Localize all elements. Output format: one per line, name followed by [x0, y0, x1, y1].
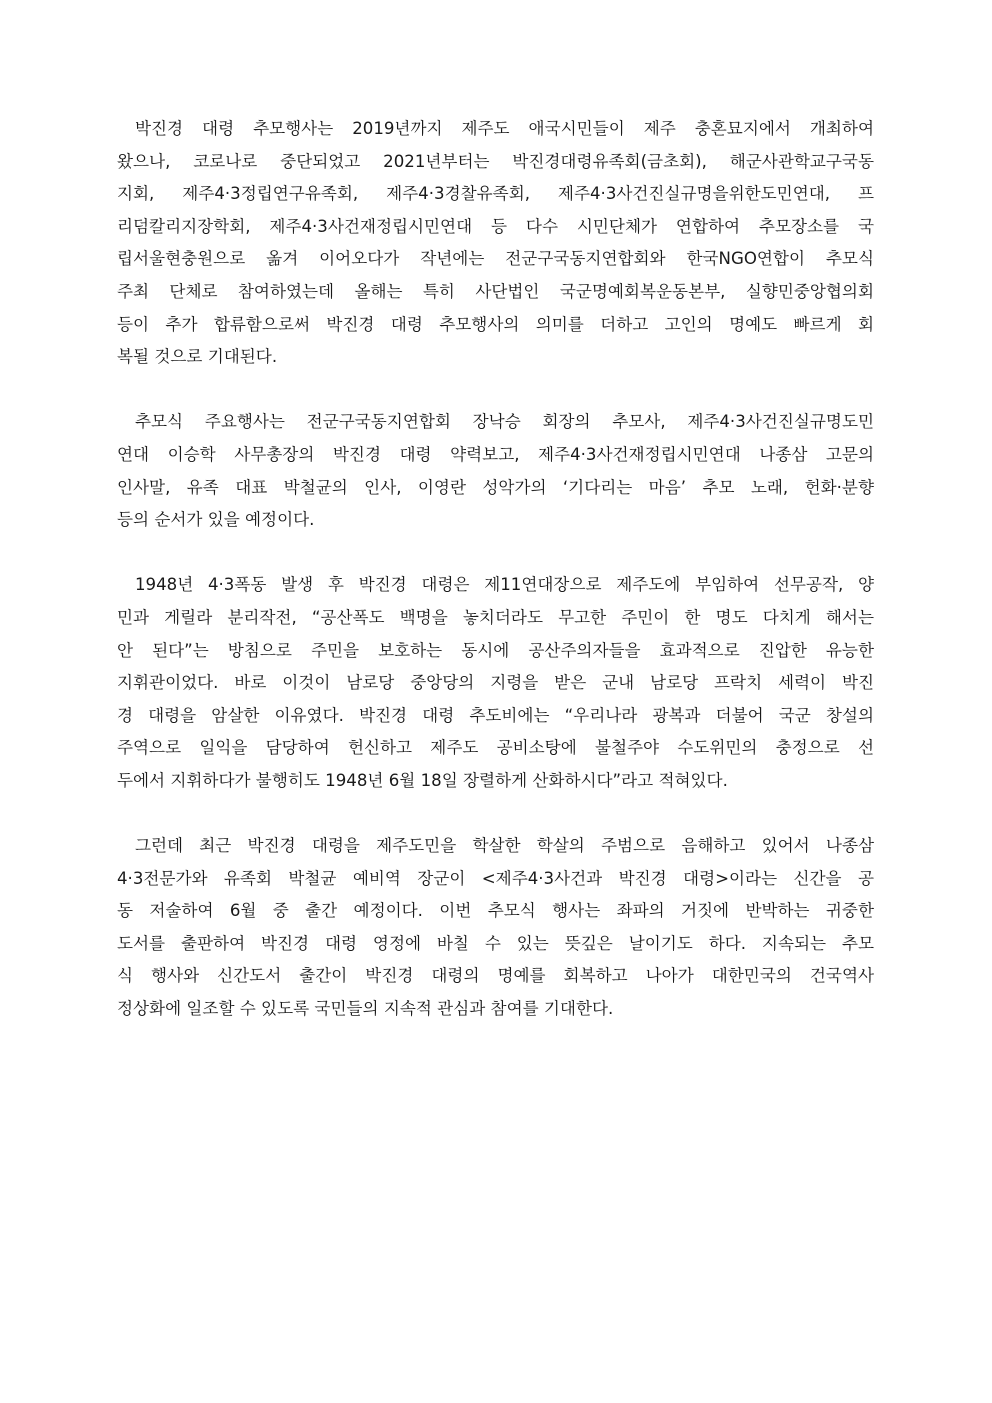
text-line: 민과 게릴라 분리작전, “공산폭도 백명을 놓치더라도 무고한 주민이 한 명도 다치게 해서는 [117, 607, 874, 627]
text-line: 1948년 4·3폭동 발생 후 박진경 대령은 제11연대장으로 제주도에 부임하여 선무공작, 양 [135, 575, 874, 595]
text-line: 주최 단체로 참여하였는데 올해는 특히 사단법인 국군명예회복운동본부, 실향민중앙협의회 [117, 281, 874, 301]
text-line: 주역으로 일익을 담당하여 헌신하고 제주도 공비소탕에 불철주야 수도위민의 충정으로 선 [117, 738, 874, 758]
text-line: 두에서 지휘하다가 불행히도 1948년 6월 18일 장렬하게 산화하시다”라고 적혀있다. [117, 770, 728, 790]
text-line: 도서를 출판하여 박진경 대령 영정에 바칠 수 있는 뜻깊은 날이기도 하다. 지속되는 추모 [117, 933, 874, 953]
text-line: 립서울현충원으로 옮겨 이어오다가 작년에는 전군구국동지연합회와 한국NGO연합이 추모식 [117, 249, 874, 269]
text-line: 안 된다”는 방침으로 주민을 보호하는 동시에 공산주의자들을 효과적으로 진압한 유능한 [117, 640, 874, 660]
text-line: 경 대령을 암살한 이유였다. 박진경 대령 추도비에는 “우리나라 광복과 더불어 국군 창설의 [117, 705, 874, 725]
text-line: 식 행사와 신간도서 출간이 박진경 대령의 명예를 회복하고 나아가 대한민국의 건국역사 [117, 966, 874, 986]
paragraph-biography [117, 569, 874, 797]
text-line: 박진경 대령 추모행사는 2019년까지 제주도 애국시민들이 제주 충혼묘지에서 개최하여 [135, 119, 874, 138]
text-line: 그런데 최근 박진경 대령을 제주도민을 학살한 학살의 주범으로 음해하고 있어서 나종삼 [135, 836, 874, 856]
text-line: 지휘관이었다. 바로 이것이 남로당 중앙당의 지령을 받은 군내 남로당 프락치 세력이 박진 [117, 673, 874, 693]
paragraph-publication [117, 830, 874, 1026]
text-line: 리덤칼리지장학회, 제주4·3사건재정립시민연대 등 다수 시민단체가 연합하여 추모장소를 국 [117, 216, 874, 236]
paragraph-memorial-history [117, 113, 874, 374]
document-body [117, 113, 874, 1026]
text-line: 추모식 주요행사는 전군구국동지연합회 장낙승 회장의 추모사, 제주4·3사건진실규명도민 [135, 412, 874, 432]
text-line: 등이 추가 합류함으로써 박진경 대령 추모행사의 의미를 더하고 고인의 명예도 빠르게 회 [117, 314, 874, 334]
text-line: 등의 순서가 있을 예정이다. [117, 510, 315, 530]
paragraph-spacer [117, 374, 874, 407]
text-line: 정상화에 일조할 수 있도록 국민들의 지속적 관심과 참여를 기대한다. [117, 999, 614, 1019]
paragraph-spacer [117, 537, 874, 570]
text-line: 인사말, 유족 대표 박철균의 인사, 이영란 성악가의 ‘기다리는 마음’ 추모 노래, 헌화·분향 [117, 477, 874, 497]
text-line: 왔으나, 코로나로 중단되었고 2021년부터는 박진경대령유족회(금초회), 해군사관학교구국동 [117, 151, 874, 171]
text-line: 연대 이승학 사무총장의 박진경 대령 약력보고, 제주4·3사건재정립시민연대 나종삼 고문의 [117, 444, 874, 464]
paragraph-spacer [117, 797, 874, 830]
paragraph-program [117, 406, 874, 536]
text-line: 지회, 제주4·3정립연구유족회, 제주4·3경찰유족회, 제주4·3사건진실규명을위한도민연대, 프 [117, 184, 874, 204]
text-line: 동 저술하여 6월 중 출간 예정이다. 이번 추모식 행사는 좌파의 거짓에 반박하는 귀중한 [117, 901, 874, 921]
text-line: 4·3전문가와 유족회 박철균 예비역 장군이 <제주4·3사건과 박진경 대령>이라는 신간을 공 [117, 868, 874, 888]
text-line: 복될 것으로 기대된다. [117, 347, 278, 367]
